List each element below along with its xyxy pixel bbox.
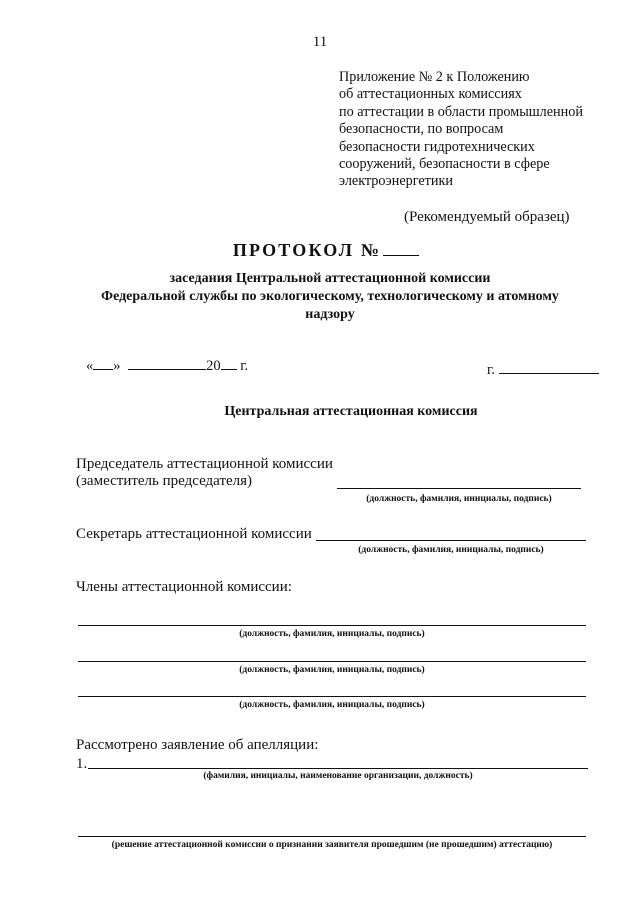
appendix-line: об аттестационных комиссиях [339, 86, 522, 103]
month-field[interactable] [128, 357, 206, 370]
appendix-line: Приложение № 2 к Положению [339, 69, 530, 85]
decision-line[interactable] [78, 836, 586, 837]
chairman-label: Председатель аттестационной комиссии [76, 456, 333, 472]
chairman-signature-line[interactable] [337, 488, 581, 489]
member-signature-line[interactable] [78, 696, 586, 697]
document-title [0, 240, 640, 261]
year-prefix: 20 [206, 358, 221, 374]
city-input[interactable] [499, 361, 599, 374]
appendix-line: безопасности, по вопросам [339, 121, 504, 138]
appendix-line: электроэнергетики [339, 173, 453, 190]
chairman-caption: (должность, фамилия, инициалы, подпись) [366, 494, 552, 504]
appeal-item-number: 1. [76, 756, 88, 772]
appendix-line: безопасности гидротехнических [339, 138, 535, 155]
appeal-applicant-line[interactable] [88, 768, 588, 769]
member-caption: (должность, фамилия, инициалы, подпись) [239, 665, 425, 675]
chairman-deputy-label: (заместитель председателя) [76, 473, 253, 489]
secretary-caption: (должность, фамилия, инициалы, подпись) [358, 545, 544, 555]
member-signature-line[interactable] [78, 625, 586, 626]
appeal-label: Рассмотрено заявление об апелляции: [76, 737, 319, 753]
year-field[interactable] [221, 357, 237, 370]
day-field[interactable] [93, 357, 113, 370]
city-field [487, 361, 599, 379]
date-open-quote: « [86, 358, 94, 374]
subtitle-line: Федеральной службы по экологическому, технологическому и атомному [101, 289, 559, 304]
protocol-number-field[interactable] [383, 241, 419, 256]
subtitle-line: надзору [305, 307, 355, 322]
decision-caption: (решение аттестационной комиссии о признании заявителя прошедшим (не прошедшим) аттестацию) [111, 840, 553, 850]
members-label: Члены аттестационной комиссии: [76, 579, 292, 595]
page-number: 11 [312, 34, 328, 50]
appeal-caption: (фамилия, инициалы, наименование организации, должность) [203, 771, 473, 781]
date-field [86, 357, 248, 375]
sample-note: (Рекомендуемый образец) [404, 209, 570, 225]
section-title: Центральная аттестационная комиссия [224, 404, 478, 419]
member-signature-line[interactable] [78, 661, 586, 662]
appendix-line: сооружений, безопасности в сфере [339, 156, 550, 173]
appendix-note [339, 69, 583, 191]
year-suffix: г. [240, 358, 249, 374]
member-caption: (должность, фамилия, инициалы, подпись) [239, 700, 425, 710]
date-close-quote: » [113, 358, 121, 374]
member-caption: (должность, фамилия, инициалы, подпись) [239, 629, 425, 639]
subtitle-line: заседания Центральной аттестационной комиссии [169, 271, 491, 286]
city-label: г. [487, 362, 495, 378]
secretary-signature-line[interactable] [316, 540, 586, 541]
secretary-label: Секретарь аттестационной комиссии [76, 526, 312, 542]
title-text: ПРОТОКОЛ № [232, 240, 382, 260]
appendix-line: по аттестации в области промышленной [339, 103, 583, 120]
